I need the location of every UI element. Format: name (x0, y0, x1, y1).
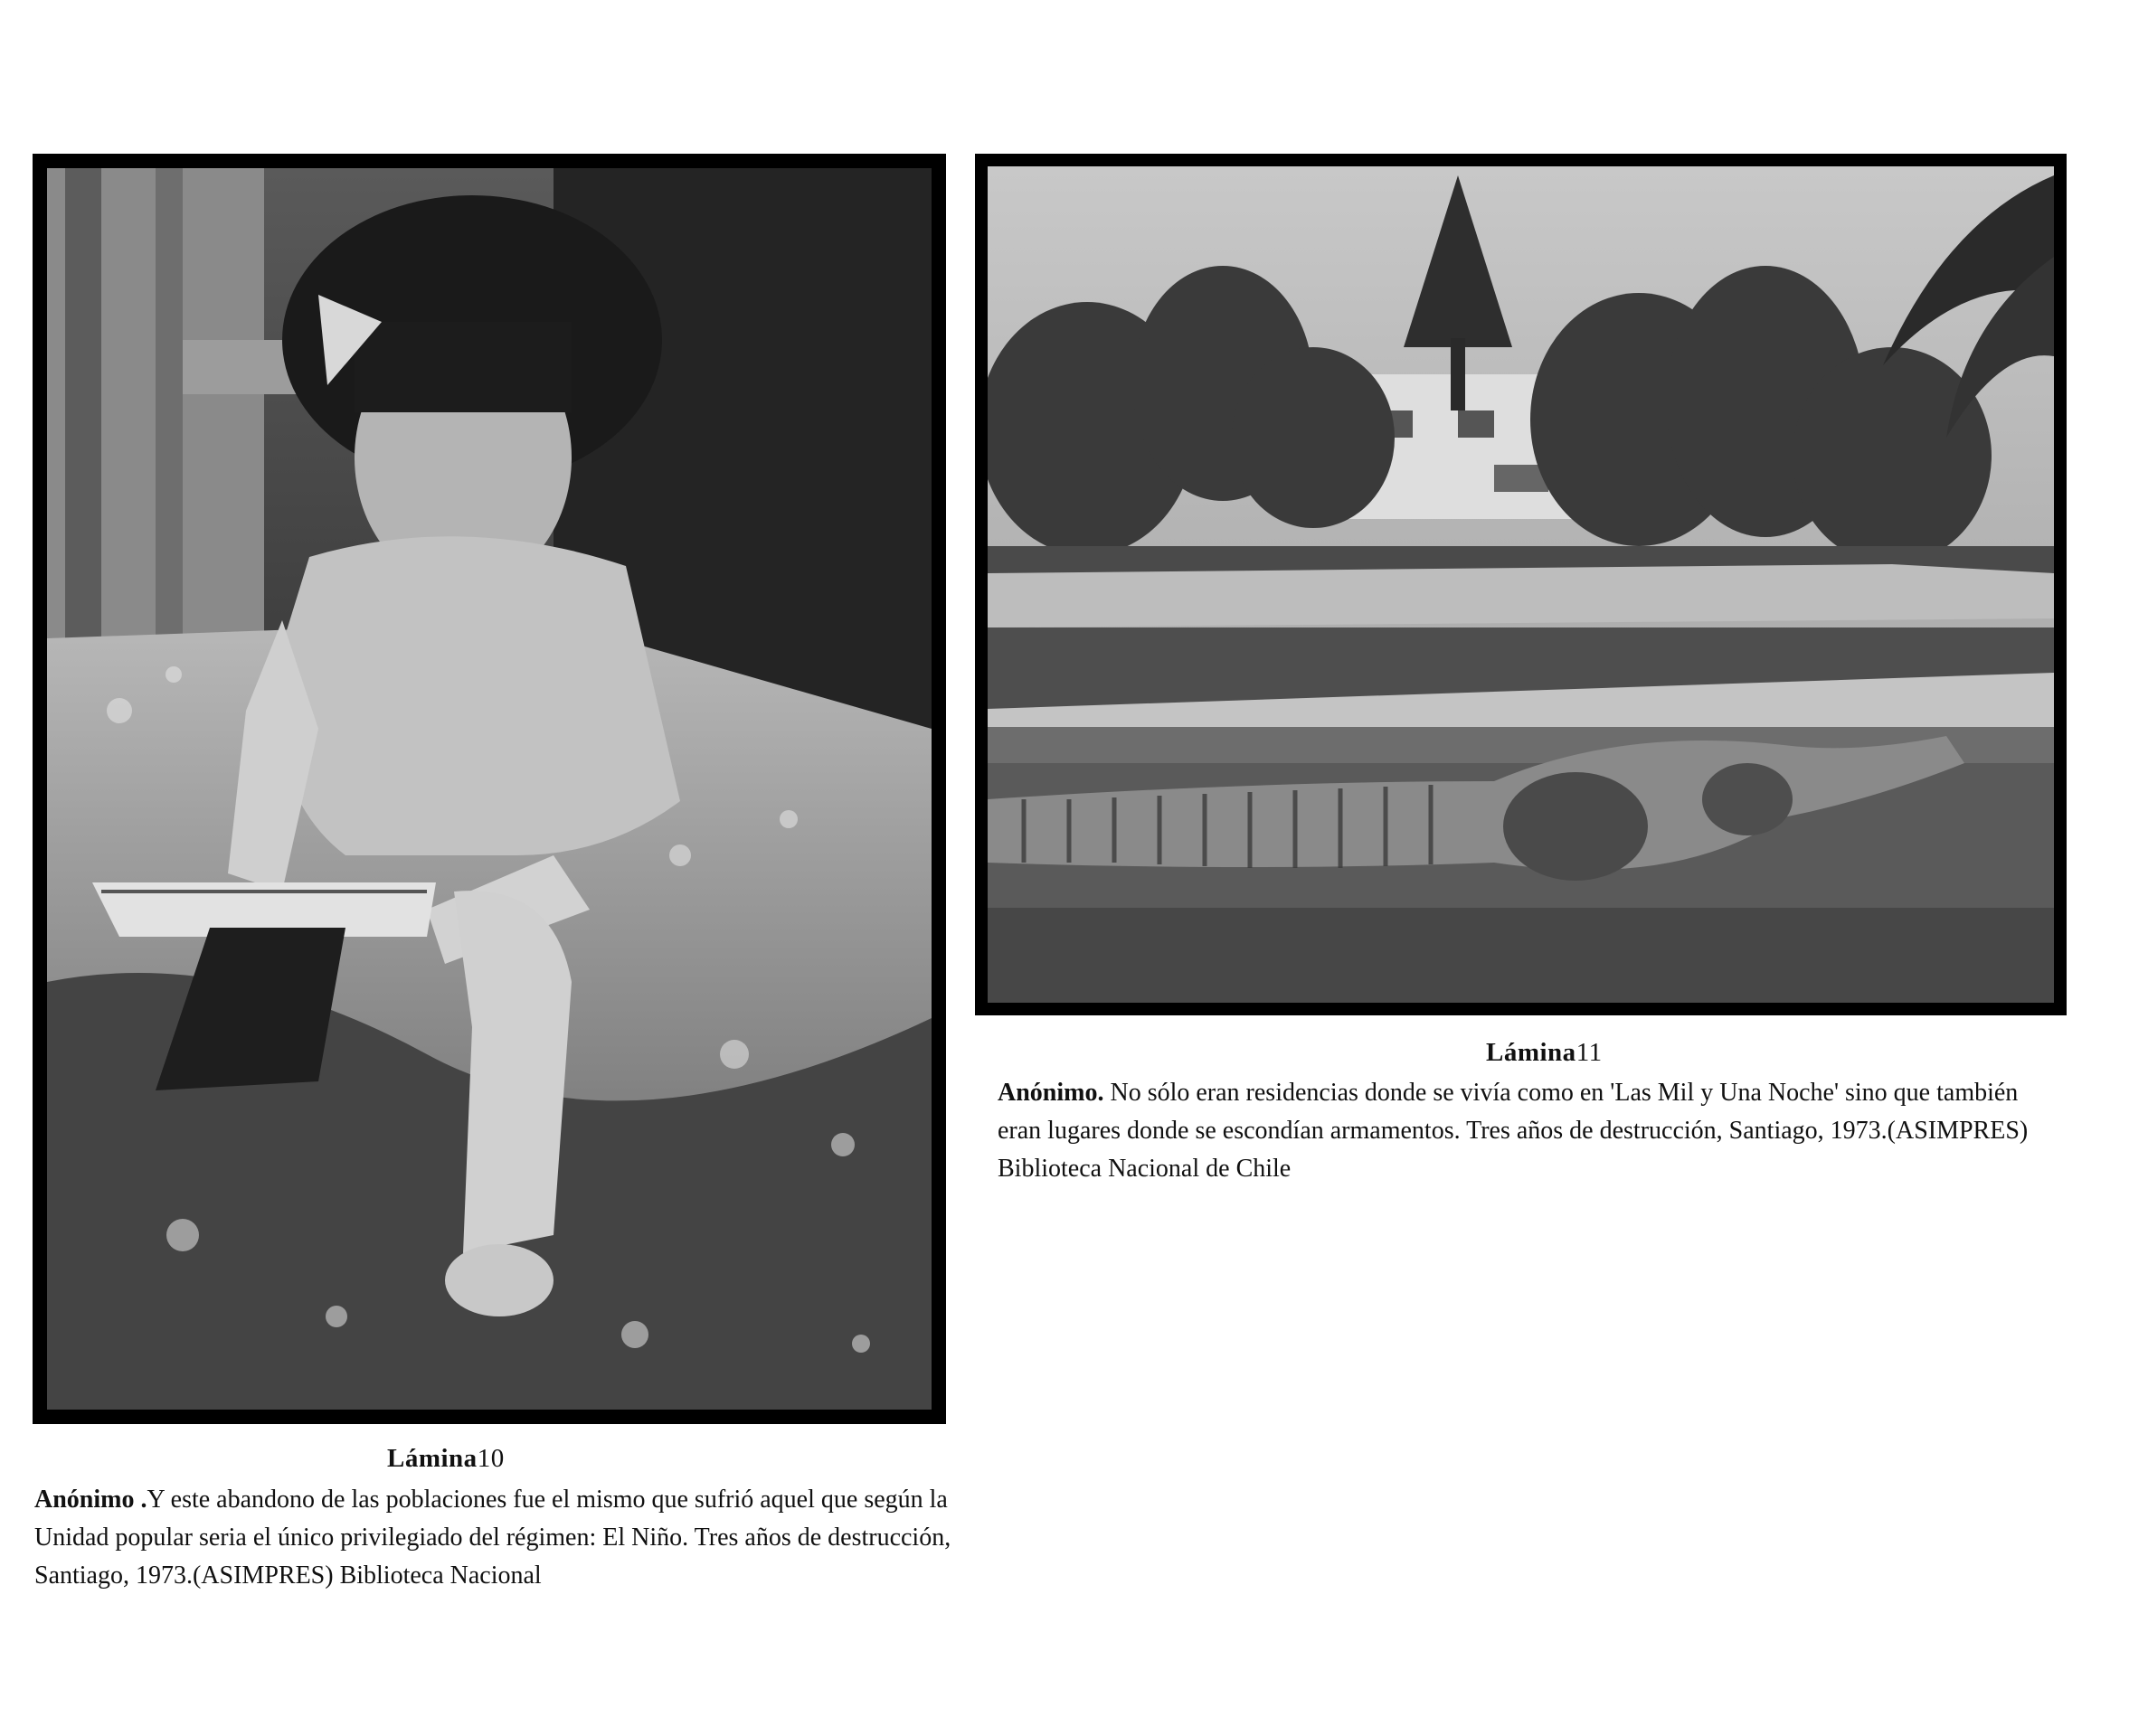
crocodile-photo-illustration (988, 166, 2054, 1003)
plate-10-photo-frame (33, 154, 946, 1424)
plate-10-title-word: Lámina (387, 1444, 478, 1473)
plate-10-caption (34, 1481, 1020, 1595)
plate-10-caption-text: Y este abandono de las poblaciones fue el mismo que sufrió aquel que según la Unidad popular seria el único privilegiado del régimen: El Niño. Tres años de destrucción, Santiago, 1973.(ASIMPRES) Biblioteca Nacional (34, 1486, 951, 1590)
plate-11-photo-frame (975, 154, 2067, 1015)
plate-11-caption (998, 1074, 2060, 1188)
child-photo-illustration (47, 168, 932, 1410)
plate-10-number: 10 (477, 1444, 505, 1473)
plate-11-author: Anónimo. (998, 1079, 1104, 1107)
plate-10-author: Anónimo . (34, 1486, 147, 1514)
plate-11-title-word: Lámina (1486, 1038, 1576, 1067)
plate-11-caption-text: No sólo eran residencias donde se vivía como en 'Las Mil y Una Noche' sino que también eran lugares donde se escondían armamentos. Tres años de destrucción, Santiago, 1973.(ASIMPRES) Biblioteca Nacional de Chile (998, 1079, 2029, 1183)
plate-11-photo (988, 166, 2054, 1003)
plate-10-photo (47, 168, 932, 1410)
plate-10-title (387, 1444, 505, 1474)
plate-11-number: 11 (1576, 1038, 1603, 1067)
plate-11-title (1486, 1038, 1603, 1068)
